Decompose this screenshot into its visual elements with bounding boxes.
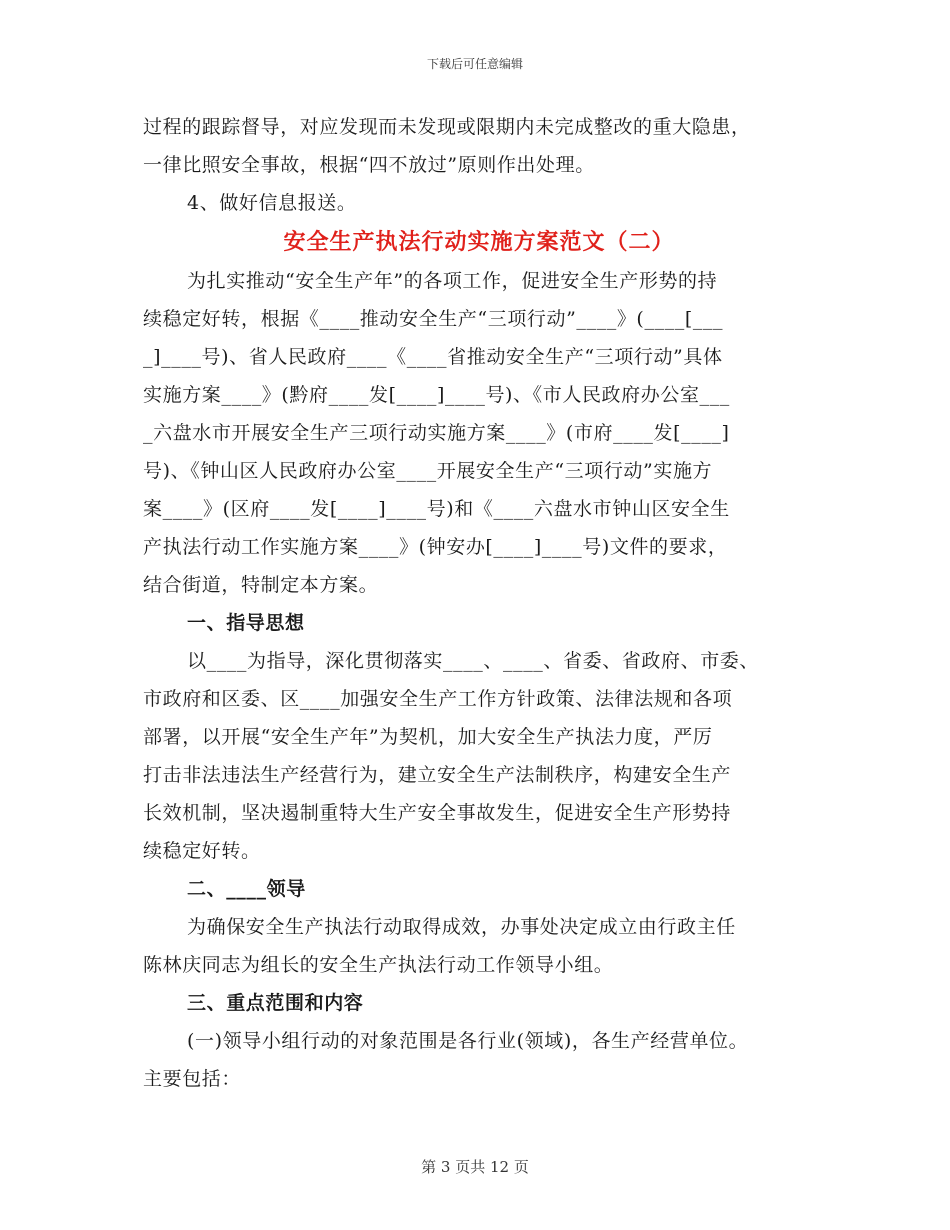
paragraph-line: 长效机制，坚决遏制重特大生产安全事故发生，促进安全生产形势持	[143, 802, 732, 824]
document-body	[143, 108, 815, 1098]
paragraph-line: 陈林庆同志为组长的安全生产执法行动工作领导小组。	[143, 954, 614, 976]
paragraph-line: 一律比照安全事故，根据“四不放过”原则作出处理。	[143, 154, 595, 176]
heading-leadership: 二、____领导	[187, 878, 306, 900]
page-footer: 第 3 页共 12 页	[421, 1158, 529, 1176]
paragraph-line: _六盘水市开展安全生产三项行动实施方案____》(市府____发[____]	[143, 422, 730, 444]
paragraph-line: 案____》(区府____发[____]____号)和《____六盘水市钟山区安全生	[143, 498, 730, 520]
heading-scope: 三、重点范围和内容	[187, 992, 364, 1014]
paragraph-line: 打击非法违法生产经营行为，建立安全生产法制秩序，构建安全生产	[143, 764, 732, 786]
paragraph-line: 续稳定好转。	[143, 840, 261, 862]
heading-guiding-ideology: 一、指导思想	[187, 612, 305, 634]
section-title: 安全生产执法行动实施方案范文（二）	[283, 229, 675, 255]
paragraph-line: 部署，以开展“安全生产年”为契机，加大安全生产执法力度，严厉	[143, 726, 713, 748]
paragraph-line: 续稳定好转，根据《____推动安全生产“三项行动”____》(____[___	[143, 308, 724, 330]
paragraph-line: 产执法行动工作实施方案____》(钟安办[____]____号)文件的要求，	[143, 536, 728, 558]
paragraph-line: 以____为指导，深化贯彻落实____、____、省委、省政府、市委、	[187, 650, 760, 672]
paragraph-line: 为确保安全生产执法行动取得成效，办事处决定成立由行政主任	[187, 916, 736, 938]
page-header: 下载后可任意编辑	[426, 57, 523, 71]
paragraph-line: 实施方案____》(黔府____发[____]____号)、《市人民政府办公室___	[143, 384, 730, 406]
paragraph-line: 号)、《钟山区人民政府办公室____开展安全生产“三项行动”实施方	[143, 460, 713, 482]
paragraph-line: (一)领导小组行动的对象范围是各行业(领域)，各生产经营单位。	[187, 1030, 749, 1052]
paragraph-line: 过程的跟踪督导，对应发现而未发现或限期内未完成整改的重大隐患，	[143, 116, 751, 138]
paragraph-line: 主要包括：	[143, 1068, 242, 1090]
list-item-4: 4、做好信息报送。	[187, 192, 357, 214]
paragraph-line: 为扎实推动“安全生产年”的各项工作，促进安全生产形势的持	[187, 270, 718, 292]
paragraph-line: 市政府和区委、区____加强安全生产工作方针政策、法律法规和各项	[143, 688, 733, 710]
paragraph-line: _]____号)、省人民政府____《____省推动安全生产“三项行动”具体	[143, 346, 723, 368]
paragraph-line: 结合街道，特制定本方案。	[143, 574, 379, 596]
